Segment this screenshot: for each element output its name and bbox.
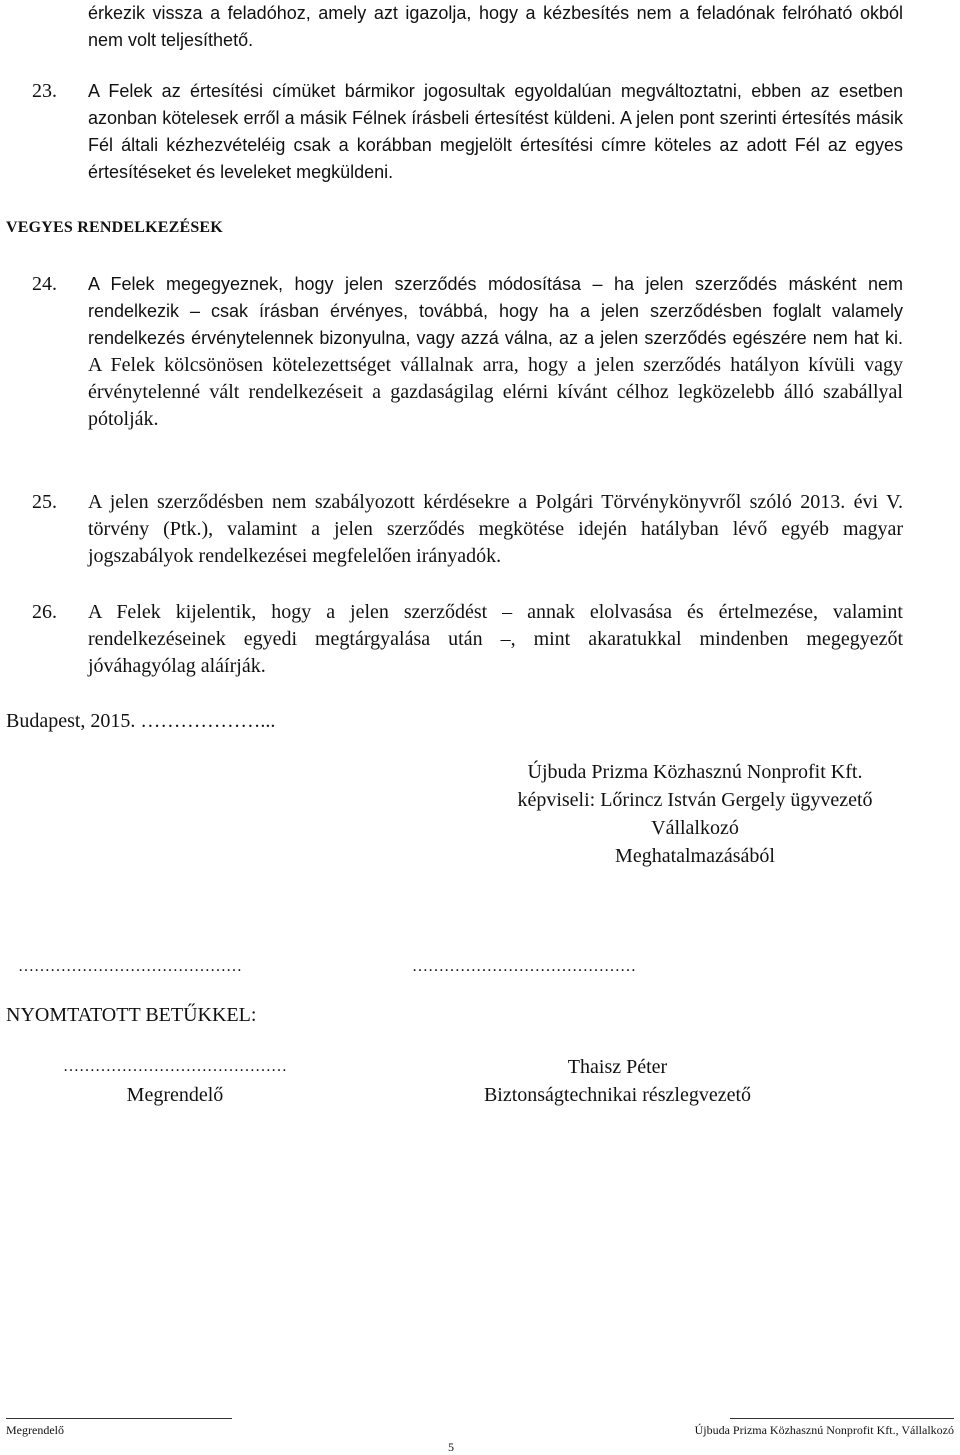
intro-text: érkezik vissza a feladóhoz, amely azt igazolja, hogy a kézbesítés nem a feladónak felróható okból nem volt teljesíthető. xyxy=(88,3,903,50)
printed-letters-label: NYOMTATOTT BETŰKKEL: xyxy=(6,1004,257,1026)
client-signature-block xyxy=(10,1053,340,1109)
item-25-text xyxy=(88,489,903,570)
contractor-block xyxy=(460,758,930,870)
page-number: 5 xyxy=(448,1440,454,1454)
item-25-body: A jelen szerződésben nem szabályozott kérdésekre a Polgári Törvénykönyvről szóló 2013. évi V. törvény (Ptk.), valamint a jelen szerződés megkötése idején hatályban lévő egyéb magyar jogszabályok rendelkezései megfelelően irányadók. xyxy=(88,491,903,567)
footer-rule-right xyxy=(730,1418,954,1419)
item-23-text xyxy=(88,78,903,186)
item-26-number: 26. xyxy=(32,601,57,623)
item-24-body-sans: A Felek megegyeznek, hogy jelen szerződés módosítása – ha jelen szerződés másként nem rendelkezik – csak írásban érvényes, továbbá, hogy ha a jelen szerződésben foglalt valamely rendelkezés érvénytelennek bizonyulna, vagy azzá válna, az a jelen szerződés egészére nem hat ki. xyxy=(88,274,903,348)
contractor-representative: képviseli: Lőrincz István Gergely ügyvezető xyxy=(517,789,873,811)
item-24-number: 24. xyxy=(32,273,57,295)
place-date: Budapest, 2015. ………………... xyxy=(6,710,276,732)
contractor-role: Vállalkozó xyxy=(651,817,739,839)
signature-line-right: …………………………………… xyxy=(412,958,636,975)
item-23-number: 23. xyxy=(32,80,57,102)
contractor-signatory-block xyxy=(420,1053,815,1109)
client-role: Megrendelő xyxy=(126,1084,224,1106)
contractor-authority: Meghatalmazásából xyxy=(615,845,775,867)
signatory-name: Thaisz Péter xyxy=(567,1056,668,1078)
signature-line-left: …………………………………… xyxy=(18,958,242,975)
item-26-text xyxy=(88,599,903,680)
client-dotted-line: …………………………………… xyxy=(63,1058,287,1075)
signatory-title: Biztonságtechnikai részlegvezető xyxy=(483,1084,752,1106)
item-25-number: 25. xyxy=(32,491,57,513)
item-23-body: A Felek az értesítési címüket bármikor jogosultak egyoldalúan megváltoztatni, ebben az esetben azonban kötelesek erről a másik Félnek írásbeli értesítést küldeni. A jelen pont szerinti értesítés másik Fél általi kézhezvételéig csak a korábban megjelölt értesítési címre köteles az adott Fél az egyes értesítéseket és leveleket megküldeni. xyxy=(88,81,903,182)
footer-rule-left xyxy=(6,1418,232,1419)
item-26-body: A Felek kijelentik, hogy a jelen szerződést – annak elolvasása és értelmezése, valamint rendelkezéseinek egyedi megtárgyalása után –, mint akaratukkal mindenben megegyezőt jóváhagyólag aláírják. xyxy=(88,601,903,677)
item-24-text xyxy=(88,271,903,433)
item-24-body-serif: A Felek kölcsönösen kötelezettséget vállalnak arra, hogy a jelen szerződés hatályon kívüli vagy érvénytelenné vált rendelkezéseit a gazdaságilag elérni kívánt célhoz legközelebb álló szabállyal pótolják. xyxy=(88,354,903,430)
section-heading: VEGYES RENDELKEZÉSEK xyxy=(6,219,223,236)
intro-paragraph xyxy=(88,0,903,54)
footer-left-label: Megrendelő xyxy=(6,1423,64,1437)
footer-right-label: Újbuda Prizma Közhasznú Nonprofit Kft., Vállalkozó xyxy=(694,1423,954,1437)
contractor-company: Újbuda Prizma Közhasznú Nonprofit Kft. xyxy=(527,761,863,783)
